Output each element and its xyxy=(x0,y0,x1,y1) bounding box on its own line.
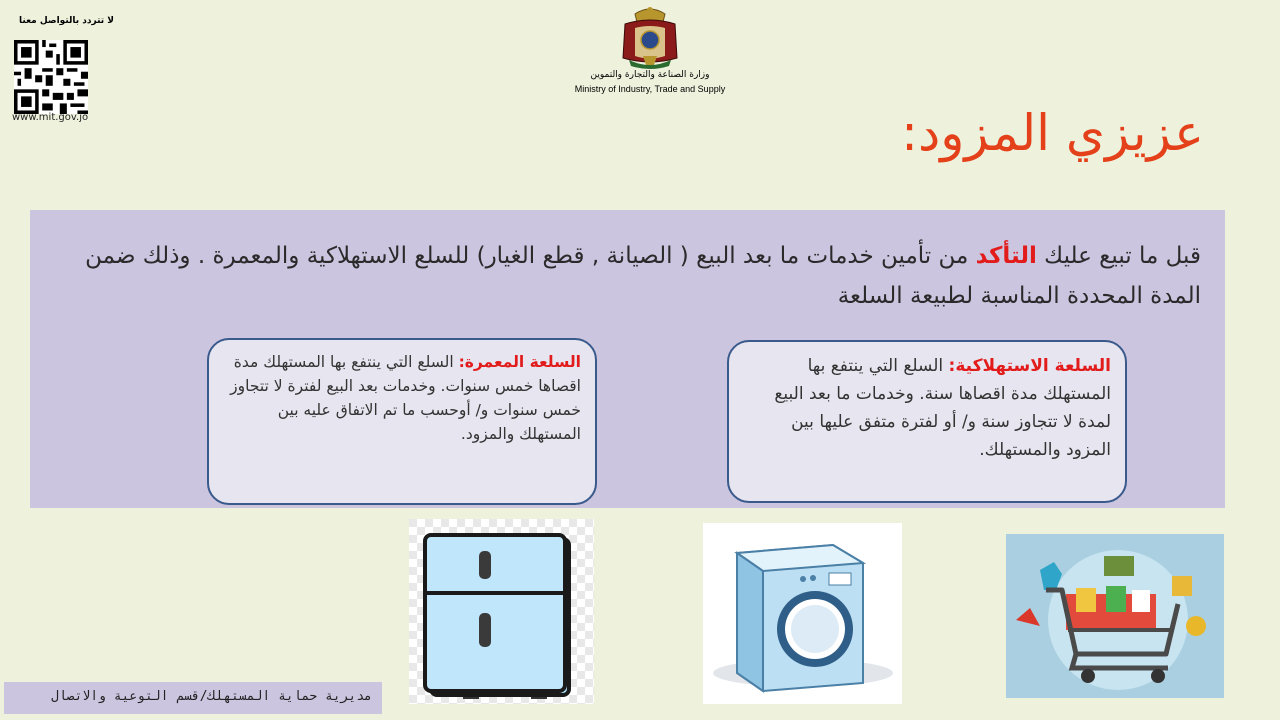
contact-block xyxy=(10,14,120,124)
ministry-name-arabic: وزارة الصناعة والتجارة والتموين xyxy=(590,70,710,80)
refrigerator-image xyxy=(409,519,594,704)
qr-code-icon[interactable] xyxy=(14,40,88,114)
ministry-name-english: Ministry of Industry, Trade and Supply xyxy=(574,84,726,94)
info-panel xyxy=(30,210,1225,508)
royal-crest-icon xyxy=(615,6,685,72)
refrigerator-icon xyxy=(409,519,594,704)
footer-text: مديرية حماية المستهلك/قسم التوعية والاتصال xyxy=(51,689,372,704)
page-title: عزيزي المزود: xyxy=(901,104,1204,162)
durable-definition: السلع التي ينتفع بها المستهلك مدة اقصاها خمس سنوات. وخدمات بعد البيع لفترة لا تتجاوز خمس سنوات و/ أوحسب ما تم الاتفاق عليه بين المستهلك والمزود. xyxy=(230,353,581,443)
footer-bar xyxy=(4,682,382,714)
intro-text xyxy=(71,236,1201,316)
ministry-logo xyxy=(560,4,740,96)
shopping-cart-image xyxy=(1006,534,1224,698)
intro-part1: قبل ما تبيع عليك xyxy=(1036,243,1201,269)
washing-machine-icon xyxy=(703,523,902,704)
intro-part2: من تأمين خدمات ما بعد البيع ( الصيانة , قطع الغيار) للسلع الاستهلاكية والمعمرة . وذلك ضمن المدة المحددة المناسبة لطبيعة السلعة xyxy=(85,243,1201,309)
durable-goods-card xyxy=(207,338,597,505)
shopping-cart-icon xyxy=(1006,534,1224,698)
consumable-definition: السلع التي ينتفع بها المستهلك مدة اقصاها سنة. وخدمات ما بعد البيع لمدة لا تتجاوز سنة و/ أو لفترة متفق عليها بين المزود والمستهلك. xyxy=(774,356,1111,460)
consumable-term: السلعة الاستهلاكية: xyxy=(948,356,1111,376)
contact-caption: لا تتردد بالتواصل معنا xyxy=(19,16,114,26)
intro-highlight: التأكد xyxy=(975,243,1037,269)
washing-machine-image xyxy=(703,523,902,704)
consumable-goods-card xyxy=(727,340,1127,503)
durable-term: السلعة المعمرة: xyxy=(458,353,581,371)
website-link[interactable]: www.mit.gov.jo xyxy=(12,112,89,123)
